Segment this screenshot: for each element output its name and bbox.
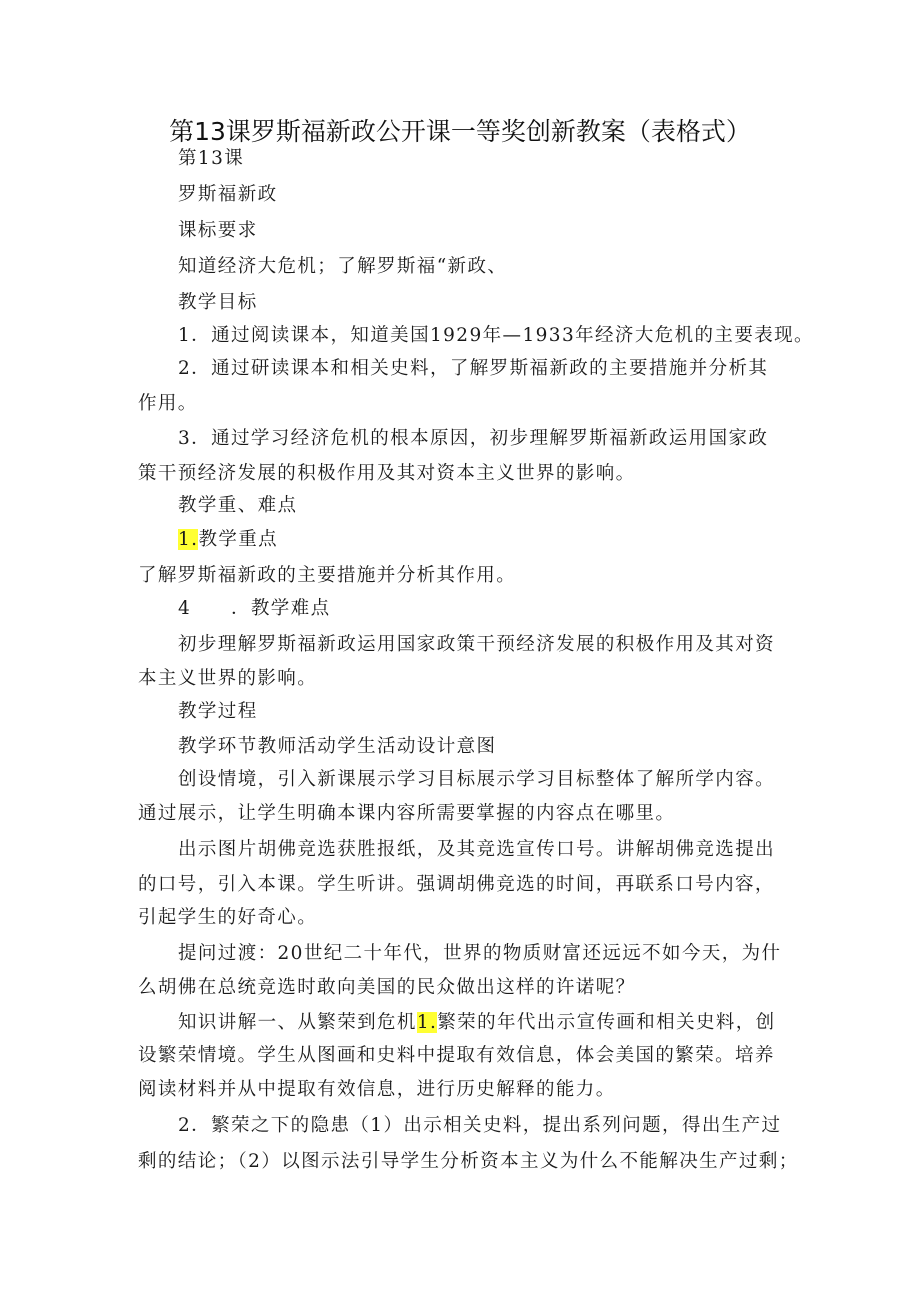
- paragraph-line: 剩的结论；（2）以图示法引导学生分析资本主义为什么不能解决生产过剩；: [138, 1151, 799, 1172]
- paragraph-line: 初步理解罗斯福新政运用国家政策干预经济发展的积极作用及其对资: [178, 634, 776, 655]
- lesson-name: 罗斯福新政: [178, 184, 278, 205]
- paragraph-line: 本主义世界的影响。: [138, 668, 318, 689]
- paragraph-line: 3．通过学习经济危机的根本原因，初步理解罗斯福新政运用国家政: [178, 428, 769, 449]
- paragraph-line: 阅读材料并从中提取有效信息，进行历史解释的能力。: [138, 1079, 616, 1100]
- paragraph-line: 创设情境，引入新课展示学习目标展示学习目标整体了解所学内容。: [178, 769, 776, 790]
- highlighted-number: 1.: [416, 1012, 438, 1033]
- paragraph-line: 策干预经济发展的积极作用及其对资本主义世界的影响。: [138, 463, 636, 484]
- paragraph-line: 2．繁荣之下的隐患（1）出示相关史料，提出系列问题，得出生产过: [178, 1115, 782, 1136]
- paragraph-line: [178, 1011, 776, 1035]
- paragraph-line: 引起学生的好奇心。: [138, 907, 318, 928]
- paragraph-line: 的口号，引入本课。学生听讲。强调胡佛竞选的时间，再联系口号内容，: [138, 874, 775, 895]
- paragraph-text: 繁荣的年代出示宣传画和相关史料，创: [437, 1012, 776, 1033]
- subsection-heading: 4 ．教学难点: [178, 598, 331, 619]
- paragraph-line: 知道经济大危机；了解罗斯福“新政、: [178, 256, 508, 277]
- paragraph-line: 作用。: [138, 393, 198, 414]
- section-heading: 教学目标: [178, 292, 258, 313]
- section-heading: 教学重、难点: [178, 495, 298, 516]
- section-heading: 课标要求: [178, 220, 258, 241]
- paragraph-line: 1．通过阅读课本，知道美国1929年—1933年经济大危机的主要表现。: [178, 325, 814, 346]
- paragraph-line: 2．通过研读课本和相关史料，了解罗斯福新政的主要措施并分析其: [178, 358, 769, 379]
- paragraph-line: 提问过渡：20世纪二十年代，世界的物质财富还远远不如今天，为什: [178, 943, 782, 964]
- subsection-label: 教学重点: [198, 529, 279, 550]
- document-title: 第13课罗斯福新政公开课一等奖创新教案（表格式）: [169, 117, 751, 146]
- paragraph-line: 了解罗斯福新政的主要措施并分析其作用。: [138, 565, 517, 586]
- subsection-heading: [178, 528, 278, 552]
- highlighted-number: 1.: [178, 529, 199, 550]
- section-heading: 教学过程: [178, 701, 258, 722]
- paragraph-line: 设繁荣情境。学生从图画和史料中提取有效信息，体会美国的繁荣。培养: [138, 1045, 775, 1066]
- lesson-number: 第13课: [178, 148, 245, 169]
- paragraph-line: 么胡佛在总统竞选时敢向美国的民众做出这样的许诺呢？: [138, 977, 636, 998]
- paragraph-line: 教学环节教师活动学生活动设计意图: [178, 736, 497, 757]
- paragraph-line: 出示图片胡佛竞选获胜报纸，及其竞选宣传口号。讲解胡佛竞选提出: [178, 839, 776, 860]
- knowledge-section-label: 知识讲解一、从繁荣到危机: [178, 1012, 417, 1033]
- paragraph-line: 通过展示，让学生明确本课内容所需要掌握的内容点在哪里。: [138, 803, 676, 824]
